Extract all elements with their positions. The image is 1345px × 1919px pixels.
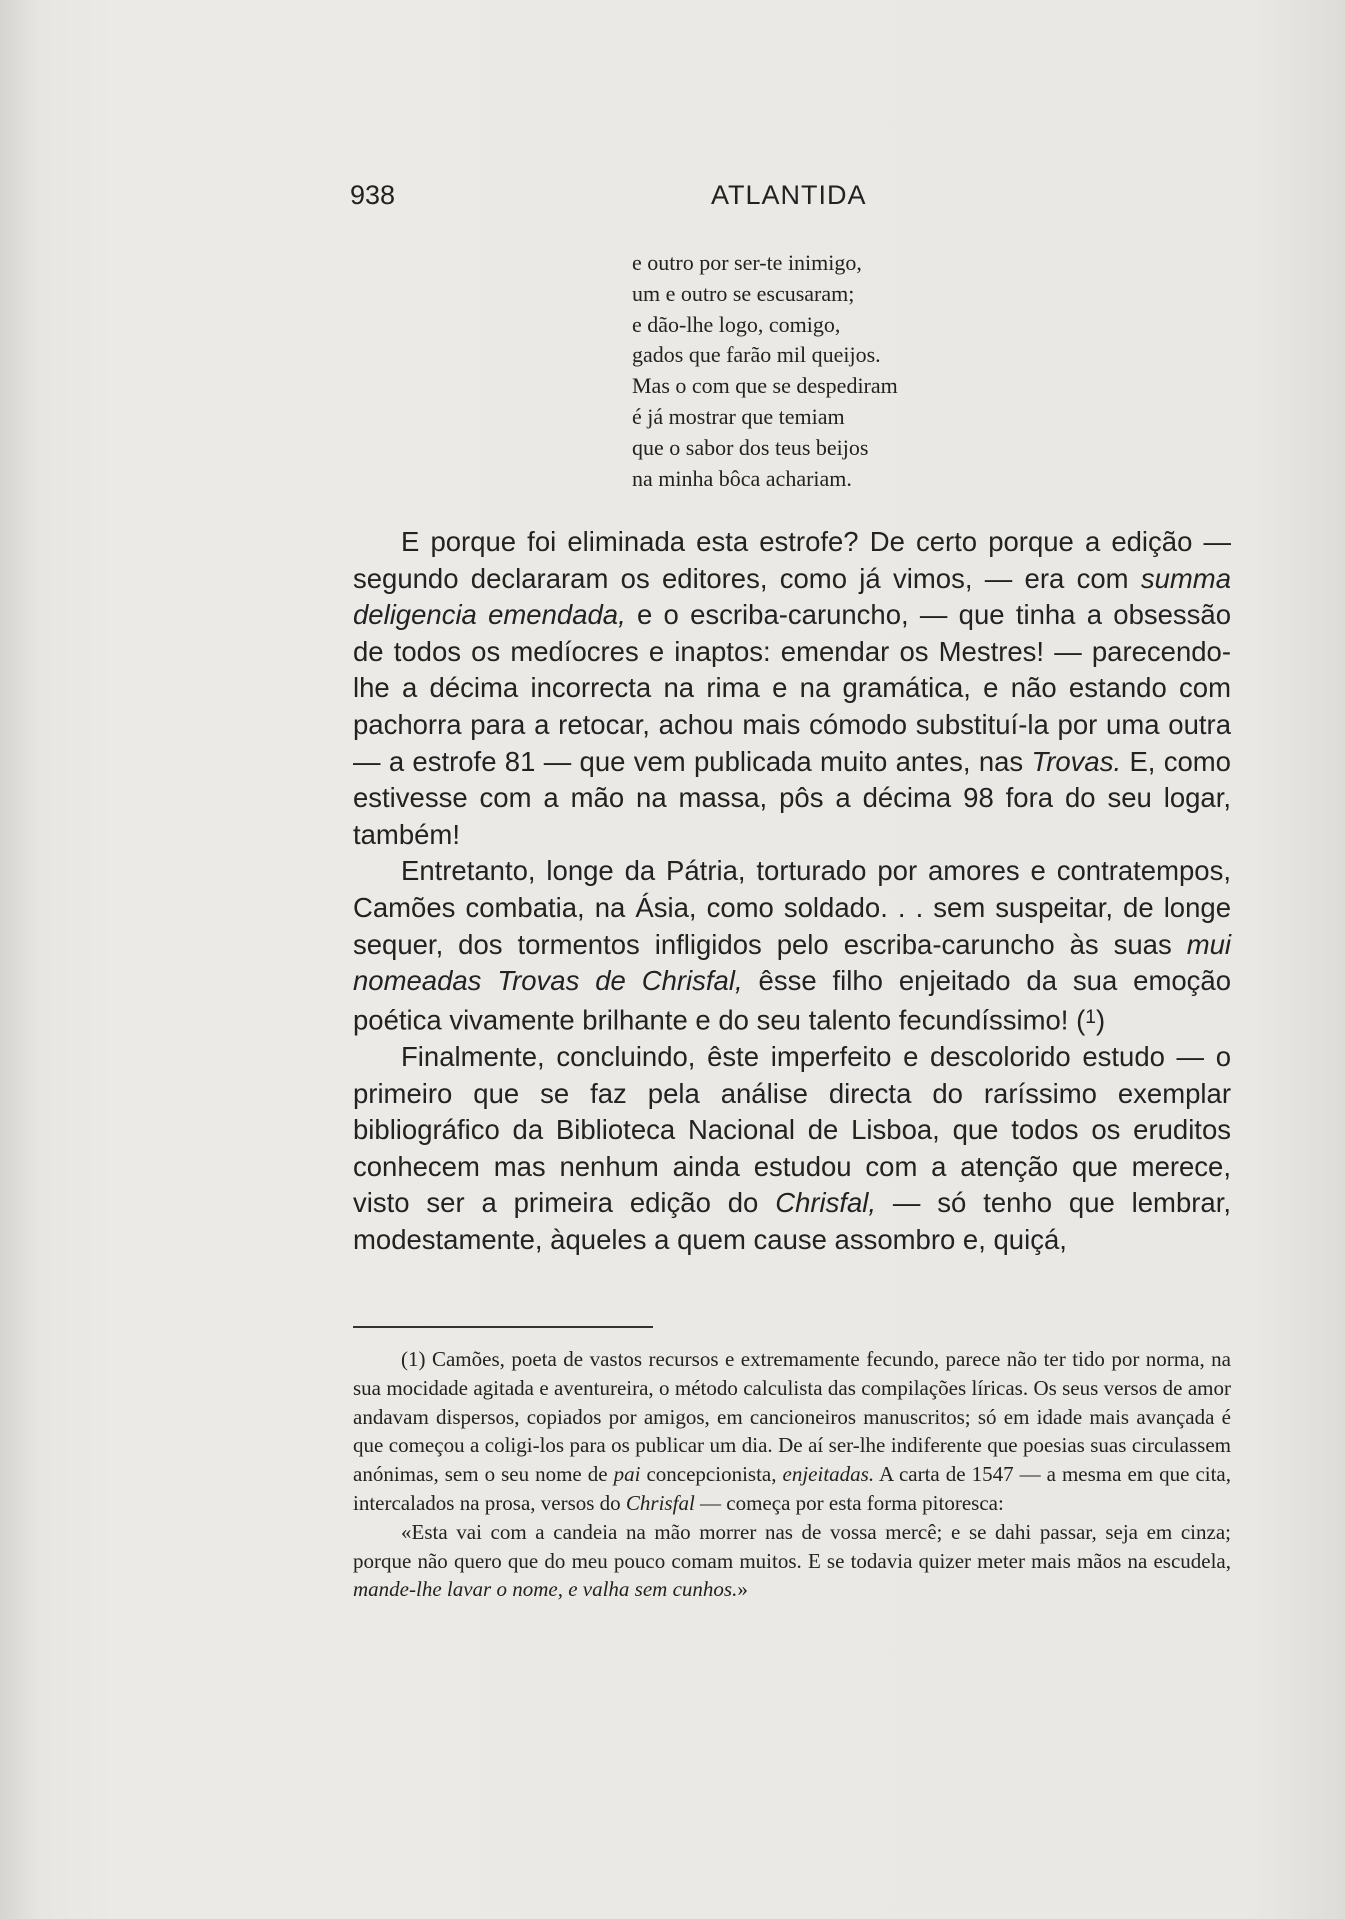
- text-run: — começa por esta forma pitoresca:: [694, 1490, 1004, 1515]
- text-run: Finalmente, concluindo, êste imperfeito e descolorido estudo — o primeiro que se faz pela análise directa do raríssimo exemplar bibliográfico da Biblioteca Nacional de Lisboa, que todos os eruditos conhecem mas nenhum ainda estudou com a atenção que merece, visto ser a primeira edição do: [353, 1041, 1231, 1219]
- text-run: — só tenho que lembrar, modestamente, àqueles a quem cause assombro e, quiçá,: [353, 1187, 1231, 1256]
- footnote-paragraph: [353, 1345, 1231, 1518]
- italic-run: Chrisfal,: [775, 1187, 877, 1219]
- text-run: ): [1095, 1004, 1106, 1036]
- italic-run: summa deligencia emendada,: [353, 562, 1231, 631]
- paragraph: [353, 524, 1231, 853]
- page-header: [350, 180, 1230, 220]
- verse-line: e dão-lhe logo, comigo,: [632, 311, 841, 337]
- text-run: «Esta vai com a candeia na mão morrer nas de vossa mercê; e se dahi passar, seja em cinza; porque não quero que do meu pouco comam muitos. E se todavia quizer meter mais mãos na escudela,: [353, 1519, 1231, 1573]
- page-number: 938: [350, 180, 396, 210]
- body-text: [353, 524, 1231, 1259]
- text-run: E porque foi eliminada esta estrofe? De certo porque a edição — segundo declararam os editores, como já vimos, — era com: [353, 526, 1231, 594]
- verse-line: e outro por ser-te inimigo,: [632, 250, 862, 275]
- text-run: Camões, poeta de vastos recursos e extremamente fecundo, parece não ter tido por norma, na sua mocidade agitada e aventureira, o método calculista das compilações líricas. Os seus versos de amor andavam dispersos, copiados por amigos, em cancioneiros manuscritos; só em idade mais avançada é que começou a coligi-los para os publicar um dia. De aí ser-lhe indiferente que poesias suas circulassem anónimas, sem o seu nome de: [353, 1347, 1231, 1487]
- verse-line: na minha bôca achariam.: [632, 465, 852, 491]
- footnote: [353, 1345, 1231, 1604]
- verse-line: um e outro se escusaram;: [632, 280, 855, 306]
- text-run: A carta de 1547 — a mesma em que cita, intercalados na prosa, versos do: [353, 1462, 1232, 1515]
- running-title: ATLANTIDA: [711, 180, 867, 210]
- italic-run: Trovas.: [1031, 745, 1122, 777]
- verse-stanza: [632, 248, 898, 494]
- italic-run: enjeitadas.: [782, 1462, 875, 1487]
- verse-line: que o sabor dos teus beijos: [632, 434, 869, 460]
- footnote-reference: 1: [1085, 1006, 1096, 1028]
- footnote-divider: [353, 1326, 653, 1328]
- italic-run: mui nomeadas Trovas de Chrisfal,: [353, 928, 1231, 997]
- italic-run: Chrisfal: [625, 1490, 695, 1515]
- verse-line: é já mostrar que temiam: [632, 403, 845, 429]
- verse-line: gados que farão mil queijos.: [632, 342, 881, 368]
- paragraph: [353, 853, 1231, 1039]
- italic-run: pai: [613, 1462, 641, 1487]
- text-run: E, como estivesse com a mão na massa, pôs a décima 98 fora do seu logar, também!: [353, 745, 1231, 850]
- paragraph: [353, 1039, 1231, 1259]
- footnote-paragraph: [353, 1518, 1231, 1604]
- text-run: êsse filho enjeitado da sua emoção poética vivamente brilhante e do seu talento fecundíssimo! (: [353, 965, 1231, 1036]
- text-run: Entretanto, longe da Pátria, torturado por amores e contratempos, Camões combatia, na Ásia, como soldado. . . sem suspeitar, de longe sequer, dos tormentos infligidos pelo escriba-caruncho às suas: [353, 855, 1231, 960]
- text-run: e o escriba-caruncho, — que tinha a obsessão de todos os medíocres e inaptos: emendar os Mestres! — parecendo-lhe a décima incorrecta na rima e na gramática, e não estando com pachorra para a retocar, achou mais cómodo substituí-la por uma outra — a estrofe 81 — que vem publicada muito antes, nas: [353, 599, 1231, 777]
- text-run: »: [737, 1577, 748, 1602]
- italic-run: mande-lhe lavar o nome, e valha sem cunhos.: [353, 1577, 738, 1602]
- text-run: concepcionista,: [640, 1462, 783, 1487]
- verse-line: Mas o com que se despediram: [632, 373, 898, 399]
- footnote-marker: (1): [401, 1347, 426, 1371]
